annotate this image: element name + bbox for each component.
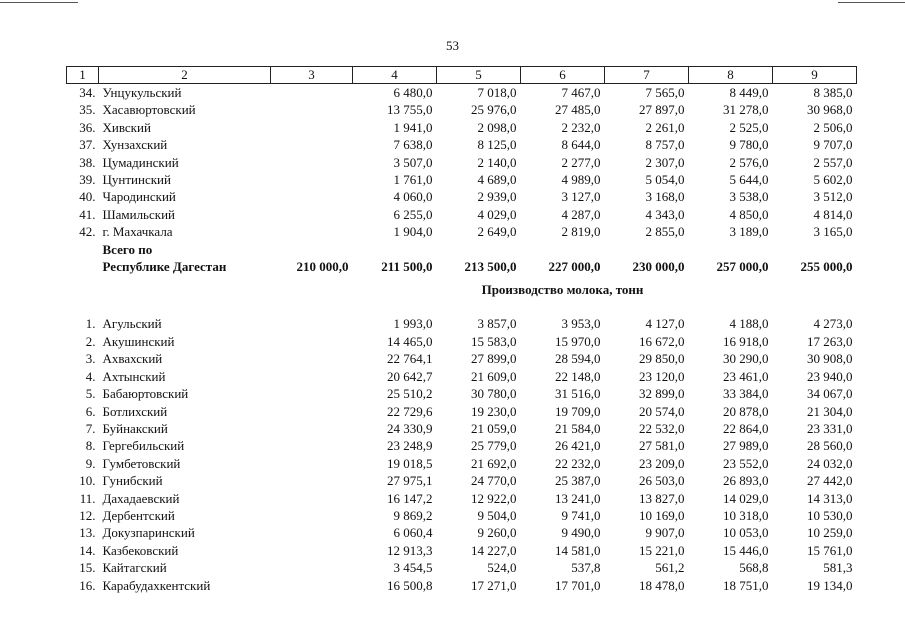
value-cell: 25 976,0 xyxy=(471,102,517,118)
value-cell: 17 701,0 xyxy=(555,577,601,593)
district-name: Гергебильский xyxy=(102,438,185,454)
value-cell: 31 516,0 xyxy=(555,386,601,402)
value-cell: 10 259,0 xyxy=(807,525,853,541)
value-cell xyxy=(271,420,353,437)
empty-cell xyxy=(271,275,353,315)
row-number: 41. xyxy=(79,206,96,222)
value-cell: 27 485,0 xyxy=(555,102,601,118)
district-name: Кайтагский xyxy=(102,560,167,576)
value-cell: 3 538,0 xyxy=(729,189,769,205)
value-cell: 2 277,0 xyxy=(561,154,601,170)
district-name: Шамильский xyxy=(102,206,175,222)
district-name: Гунибский xyxy=(102,473,163,489)
value-cell: 30 908,0 xyxy=(807,351,853,367)
value-cell xyxy=(271,403,353,420)
district-name: Агульский xyxy=(102,316,162,332)
value-cell: 26 893,0 xyxy=(723,473,769,489)
district-name: Докузпаринский xyxy=(102,525,195,541)
row-number: 3. xyxy=(85,351,96,367)
value-cell: 2 939,0 xyxy=(477,189,517,205)
value-cell xyxy=(271,101,353,118)
value-cell: 6 255,0 xyxy=(393,206,433,222)
value-cell xyxy=(271,333,353,350)
district-name: Цунтинский xyxy=(102,172,171,188)
value-cell: 14 465,0 xyxy=(387,333,433,349)
value-cell: 15 970,0 xyxy=(555,333,601,349)
section-title: Производство молока, тонн xyxy=(481,282,644,298)
value-cell: 10 169,0 xyxy=(639,507,685,523)
value-cell xyxy=(271,385,353,402)
value-cell: 19 709,0 xyxy=(555,403,601,419)
column-header: 9 xyxy=(773,67,857,84)
value-cell: 20 574,0 xyxy=(639,403,685,419)
district-name: Ботлихский xyxy=(102,403,168,419)
value-cell: 9 869,2 xyxy=(393,507,433,523)
total-label-row xyxy=(67,241,857,258)
value-cell: 29 850,0 xyxy=(639,351,685,367)
value-cell: 5 602,0 xyxy=(813,172,853,188)
value-cell: 23 120,0 xyxy=(639,368,685,384)
value-cell: 21 692,0 xyxy=(471,455,517,471)
value-cell: 25 779,0 xyxy=(471,438,517,454)
value-cell: 3 165,0 xyxy=(813,224,853,240)
total-value: 213 500,0 xyxy=(464,259,517,275)
row-number: 4. xyxy=(85,368,96,384)
value-cell: 18 751,0 xyxy=(723,577,769,593)
value-cell: 7 638,0 xyxy=(393,137,433,153)
column-header: 7 xyxy=(605,67,689,84)
value-cell: 25 510,2 xyxy=(387,386,433,402)
value-cell xyxy=(271,472,353,489)
table-row xyxy=(67,119,857,136)
column-header: 3 xyxy=(271,67,353,84)
value-cell: 19 230,0 xyxy=(471,403,517,419)
district-name: Хасавюртовский xyxy=(102,102,196,118)
table-row xyxy=(67,171,857,188)
row-number: 36. xyxy=(79,119,96,135)
value-cell: 21 584,0 xyxy=(555,420,601,436)
empty-cell xyxy=(99,275,271,315)
empty-cell xyxy=(67,241,99,258)
section-heading-row xyxy=(67,275,857,315)
value-cell: 26 503,0 xyxy=(639,473,685,489)
table-row xyxy=(67,403,857,420)
value-cell: 4 989,0 xyxy=(561,172,601,188)
value-cell: 10 053,0 xyxy=(723,525,769,541)
district-name: Акушинский xyxy=(102,333,175,349)
empty-cell xyxy=(773,275,857,315)
value-cell: 8 449,0 xyxy=(729,85,769,100)
row-number: 5. xyxy=(85,386,96,402)
table-row xyxy=(67,206,857,223)
value-cell xyxy=(271,119,353,136)
value-cell: 16 918,0 xyxy=(723,333,769,349)
value-cell xyxy=(271,223,353,240)
value-cell: 19 018,5 xyxy=(387,455,433,471)
value-cell: 9 741,0 xyxy=(561,507,601,523)
row-number: 40. xyxy=(79,189,96,205)
value-cell: 30 968,0 xyxy=(807,102,853,118)
value-cell: 23 248,9 xyxy=(387,438,433,454)
value-cell xyxy=(271,455,353,472)
value-cell: 5 054,0 xyxy=(645,172,685,188)
value-cell: 16 147,2 xyxy=(387,490,433,506)
empty-cell xyxy=(67,275,99,315)
value-cell: 6 480,0 xyxy=(393,85,433,100)
value-cell: 7 565,0 xyxy=(645,85,685,100)
value-cell xyxy=(271,542,353,559)
value-cell: 2 506,0 xyxy=(813,119,853,135)
value-cell: 19 134,0 xyxy=(807,577,853,593)
value-cell: 23 461,0 xyxy=(723,368,769,384)
district-name: Ахвахский xyxy=(102,351,163,367)
total-value: 255 000,0 xyxy=(800,259,853,275)
empty-cell xyxy=(773,241,857,258)
value-cell xyxy=(271,577,353,594)
value-cell: 5 644,0 xyxy=(729,172,769,188)
row-number: 37. xyxy=(79,137,96,153)
value-cell: 6 060,4 xyxy=(393,525,433,541)
value-cell: 21 304,0 xyxy=(807,403,853,419)
total-label: Всего по xyxy=(102,241,153,257)
value-cell: 2 649,0 xyxy=(477,224,517,240)
row-number: 1. xyxy=(85,316,96,332)
district-name: Хивский xyxy=(102,119,151,135)
value-cell: 537,8 xyxy=(571,560,601,576)
value-cell: 15 221,0 xyxy=(639,542,685,558)
table-row xyxy=(67,455,857,472)
table-row xyxy=(67,385,857,402)
value-cell: 27 581,0 xyxy=(639,438,685,454)
value-cell xyxy=(271,524,353,541)
value-cell: 28 594,0 xyxy=(555,351,601,367)
value-cell: 4 287,0 xyxy=(561,206,601,222)
value-cell: 31 278,0 xyxy=(723,102,769,118)
row-number: 11. xyxy=(79,490,96,506)
value-cell: 9 504,0 xyxy=(477,507,517,523)
row-number: 38. xyxy=(79,154,96,170)
value-cell: 7 467,0 xyxy=(561,85,601,100)
value-cell: 15 583,0 xyxy=(471,333,517,349)
table-row xyxy=(67,101,857,118)
value-cell: 3 953,0 xyxy=(561,316,601,332)
row-number: 10. xyxy=(79,473,96,489)
district-name: Буйнакский xyxy=(102,420,168,436)
value-cell: 17 271,0 xyxy=(471,577,517,593)
value-cell xyxy=(271,188,353,205)
value-cell: 24 770,0 xyxy=(471,473,517,489)
value-cell: 3 507,0 xyxy=(393,154,433,170)
value-cell: 2 557,0 xyxy=(813,154,853,170)
value-cell: 2 525,0 xyxy=(729,119,769,135)
column-header-row xyxy=(67,67,857,84)
value-cell: 24 330,9 xyxy=(387,420,433,436)
value-cell: 4 060,0 xyxy=(393,189,433,205)
value-cell: 3 189,0 xyxy=(729,224,769,240)
table-row xyxy=(67,223,857,240)
value-cell: 4 689,0 xyxy=(477,172,517,188)
value-cell: 2 307,0 xyxy=(645,154,685,170)
value-cell: 30 290,0 xyxy=(723,351,769,367)
district-name: Чародинский xyxy=(102,189,176,205)
value-cell: 1 761,0 xyxy=(393,172,433,188)
total-row xyxy=(67,258,857,275)
value-cell: 13 827,0 xyxy=(639,490,685,506)
row-number: 6. xyxy=(85,403,96,419)
value-cell: 4 273,0 xyxy=(813,316,853,332)
value-cell: 2 140,0 xyxy=(477,154,517,170)
column-header: 2 xyxy=(99,67,271,84)
row-number: 35. xyxy=(79,102,96,118)
value-cell: 524,0 xyxy=(487,560,517,576)
value-cell: 22 764,1 xyxy=(387,351,433,367)
value-cell: 9 907,0 xyxy=(645,525,685,541)
value-cell: 2 261,0 xyxy=(645,119,685,135)
total-value: 257 000,0 xyxy=(716,259,769,275)
value-cell: 4 343,0 xyxy=(645,206,685,222)
table-row xyxy=(67,188,857,205)
value-cell: 32 899,0 xyxy=(639,386,685,402)
empty-cell xyxy=(67,258,99,275)
value-cell: 27 442,0 xyxy=(807,473,853,489)
empty-cell xyxy=(271,241,353,258)
value-cell: 8 385,0 xyxy=(813,85,853,100)
column-header: 1 xyxy=(67,67,99,84)
value-cell: 23 940,0 xyxy=(807,368,853,384)
district-name: Цумадинский xyxy=(102,154,179,170)
value-cell: 8 125,0 xyxy=(477,137,517,153)
value-cell xyxy=(271,315,353,332)
value-cell: 14 029,0 xyxy=(723,490,769,506)
district-name: Хунзахский xyxy=(102,137,168,153)
value-cell: 27 975,1 xyxy=(387,473,433,489)
table-row xyxy=(67,559,857,576)
row-number: 12. xyxy=(79,507,96,523)
empty-cell xyxy=(521,241,605,258)
value-cell: 1 941,0 xyxy=(393,119,433,135)
value-cell: 28 560,0 xyxy=(807,438,853,454)
table-row xyxy=(67,490,857,507)
table-row xyxy=(67,507,857,524)
value-cell xyxy=(271,437,353,454)
value-cell: 8 757,0 xyxy=(645,137,685,153)
column-header: 5 xyxy=(437,67,521,84)
value-cell: 15 761,0 xyxy=(807,542,853,558)
row-number: 34. xyxy=(79,85,96,100)
value-cell xyxy=(271,559,353,576)
value-cell: 7 018,0 xyxy=(477,85,517,100)
table-row xyxy=(67,437,857,454)
value-cell: 24 032,0 xyxy=(807,455,853,471)
value-cell: 33 384,0 xyxy=(723,386,769,402)
value-cell: 10 318,0 xyxy=(723,507,769,523)
column-header: 4 xyxy=(353,67,437,84)
scan-edge-line-left xyxy=(0,2,78,3)
row-number: 9. xyxy=(85,455,96,471)
district-name: г. Махачкала xyxy=(102,224,173,240)
value-cell: 22 148,0 xyxy=(555,368,601,384)
value-cell xyxy=(271,84,353,102)
value-cell: 21 609,0 xyxy=(471,368,517,384)
value-cell: 2 855,0 xyxy=(645,224,685,240)
row-number: 42. xyxy=(79,224,96,240)
empty-cell xyxy=(437,241,521,258)
row-number: 7. xyxy=(85,420,96,436)
value-cell xyxy=(271,136,353,153)
value-cell: 10 530,0 xyxy=(807,507,853,523)
district-name: Унцукульский xyxy=(102,85,182,100)
value-cell: 15 446,0 xyxy=(723,542,769,558)
district-name: Дахадаевский xyxy=(102,490,180,506)
page-number: 53 xyxy=(446,38,459,53)
value-cell: 14 313,0 xyxy=(807,490,853,506)
value-cell: 25 387,0 xyxy=(555,473,601,489)
value-cell: 9 490,0 xyxy=(561,525,601,541)
total-label: Республике Дагестан xyxy=(102,259,227,275)
value-cell: 3 168,0 xyxy=(645,189,685,205)
value-cell xyxy=(271,507,353,524)
value-cell: 16 672,0 xyxy=(639,333,685,349)
table-row xyxy=(67,577,857,594)
district-name: Казбековский xyxy=(102,542,179,558)
value-cell: 22 864,0 xyxy=(723,420,769,436)
value-cell: 561,2 xyxy=(655,560,685,576)
value-cell: 30 780,0 xyxy=(471,386,517,402)
value-cell: 18 478,0 xyxy=(639,577,685,593)
table-row xyxy=(67,472,857,489)
empty-cell xyxy=(353,241,437,258)
row-number: 15. xyxy=(79,560,96,576)
table-row xyxy=(67,333,857,350)
value-cell: 2 576,0 xyxy=(729,154,769,170)
value-cell: 1 993,0 xyxy=(393,316,433,332)
value-cell: 8 644,0 xyxy=(561,137,601,153)
value-cell: 568,8 xyxy=(739,560,769,576)
value-cell: 13 241,0 xyxy=(555,490,601,506)
table-row xyxy=(67,350,857,367)
value-cell: 13 755,0 xyxy=(387,102,433,118)
value-cell: 9 260,0 xyxy=(477,525,517,541)
district-name: Дербентский xyxy=(102,507,175,523)
value-cell: 9 707,0 xyxy=(813,137,853,153)
value-cell: 22 532,0 xyxy=(639,420,685,436)
value-cell: 20 642,7 xyxy=(387,368,433,384)
district-name: Карабудахкентский xyxy=(102,577,211,593)
value-cell: 4 850,0 xyxy=(729,206,769,222)
table-row xyxy=(67,368,857,385)
value-cell: 4 029,0 xyxy=(477,206,517,222)
value-cell: 21 059,0 xyxy=(471,420,517,436)
empty-cell xyxy=(605,241,689,258)
value-cell: 4 127,0 xyxy=(645,316,685,332)
value-cell: 22 729,6 xyxy=(387,403,433,419)
district-name: Гумбетовский xyxy=(102,455,181,471)
value-cell: 12 922,0 xyxy=(471,490,517,506)
value-cell xyxy=(271,490,353,507)
table-row xyxy=(67,420,857,437)
table-row xyxy=(67,84,857,102)
value-cell: 23 552,0 xyxy=(723,455,769,471)
value-cell: 26 421,0 xyxy=(555,438,601,454)
value-cell: 14 227,0 xyxy=(471,542,517,558)
value-cell: 3 857,0 xyxy=(477,316,517,332)
value-cell: 3 512,0 xyxy=(813,189,853,205)
table-row xyxy=(67,136,857,153)
value-cell xyxy=(271,206,353,223)
row-number: 2. xyxy=(85,333,96,349)
value-cell: 3 127,0 xyxy=(561,189,601,205)
table-row xyxy=(67,524,857,541)
empty-cell xyxy=(689,241,773,258)
table-row xyxy=(67,542,857,559)
value-cell: 27 897,0 xyxy=(639,102,685,118)
total-value: 230 000,0 xyxy=(632,259,685,275)
value-cell: 23 209,0 xyxy=(639,455,685,471)
value-cell: 581,3 xyxy=(823,560,853,576)
value-cell: 2 819,0 xyxy=(561,224,601,240)
row-number: 14. xyxy=(79,542,96,558)
total-value: 227 000,0 xyxy=(548,259,601,275)
value-cell: 27 899,0 xyxy=(471,351,517,367)
value-cell xyxy=(271,154,353,171)
value-cell: 27 989,0 xyxy=(723,438,769,454)
value-cell: 4 814,0 xyxy=(813,206,853,222)
value-cell: 2 232,0 xyxy=(561,119,601,135)
value-cell: 9 780,0 xyxy=(729,137,769,153)
row-number: 13. xyxy=(79,525,96,541)
value-cell: 16 500,8 xyxy=(387,577,433,593)
total-value: 211 500,0 xyxy=(381,259,433,275)
scan-edge-line-right xyxy=(838,2,905,3)
value-cell: 1 904,0 xyxy=(393,224,433,240)
table-row xyxy=(67,315,857,332)
value-cell xyxy=(271,171,353,188)
total-value: 210 000,0 xyxy=(296,259,349,275)
row-number: 39. xyxy=(79,172,96,188)
value-cell: 4 188,0 xyxy=(729,316,769,332)
table-row xyxy=(67,154,857,171)
value-cell: 23 331,0 xyxy=(807,420,853,436)
district-name: Ахтынский xyxy=(102,368,166,384)
row-number: 16. xyxy=(79,577,96,593)
district-name: Бабаюртовский xyxy=(102,386,189,402)
value-cell: 22 232,0 xyxy=(555,455,601,471)
column-header: 8 xyxy=(689,67,773,84)
data-table xyxy=(66,66,857,594)
value-cell: 3 454,5 xyxy=(393,560,433,576)
column-header: 6 xyxy=(521,67,605,84)
value-cell: 12 913,3 xyxy=(387,542,433,558)
value-cell: 2 098,0 xyxy=(477,119,517,135)
value-cell: 34 067,0 xyxy=(807,386,853,402)
value-cell xyxy=(271,368,353,385)
value-cell: 20 878,0 xyxy=(723,403,769,419)
value-cell: 17 263,0 xyxy=(807,333,853,349)
row-number: 8. xyxy=(85,438,96,454)
value-cell: 14 581,0 xyxy=(555,542,601,558)
value-cell xyxy=(271,350,353,367)
